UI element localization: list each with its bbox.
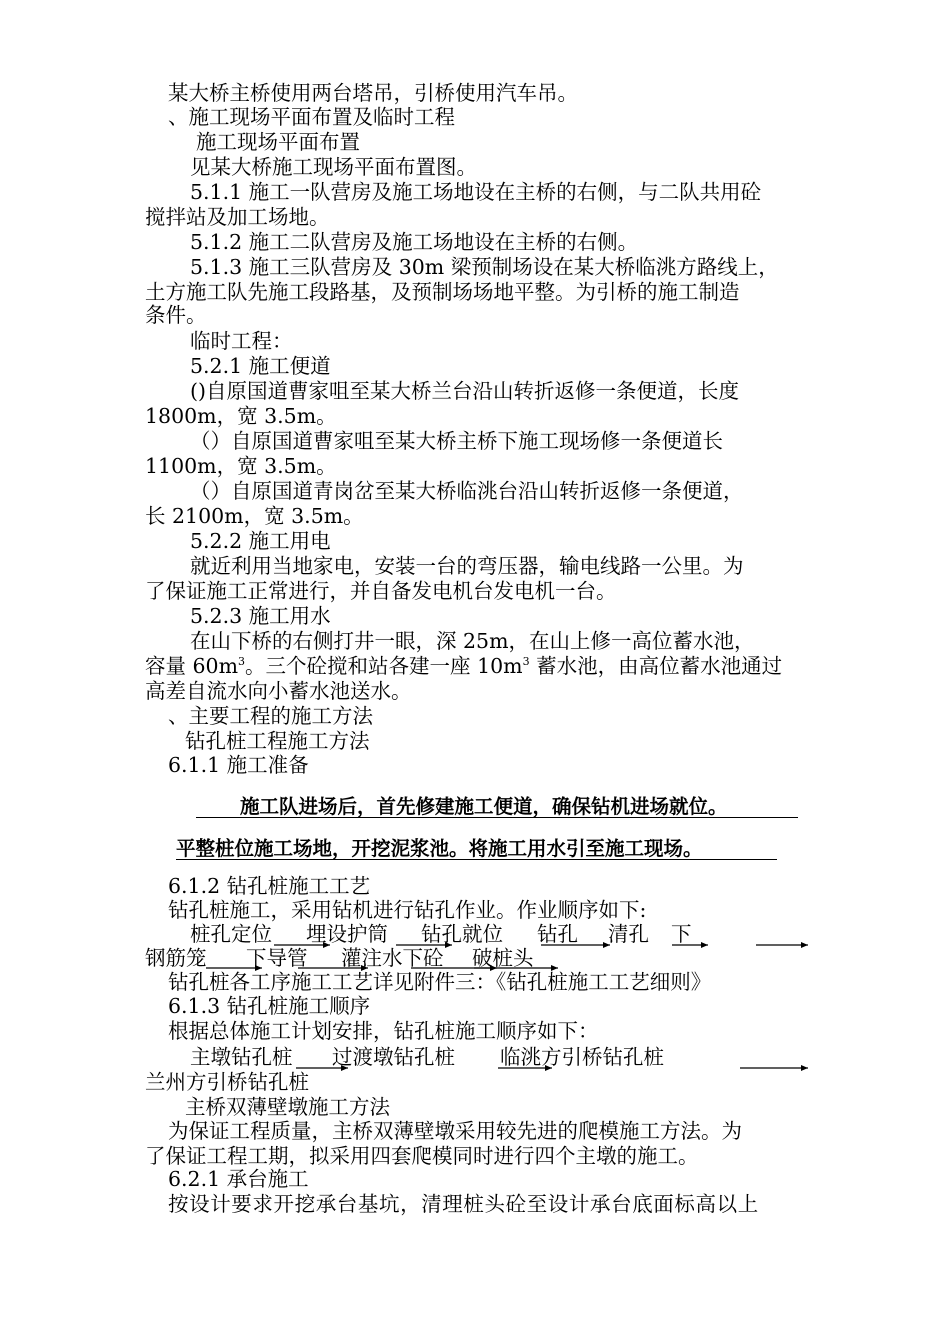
text-line: 按设计要求开挖承台基坑，清理桩头砼至设计承台底面标高以上 <box>168 1192 759 1216</box>
flow-step: 灌注水下砼 <box>341 946 444 970</box>
text-line: 6.1.3 钻孔桩施工顺序 <box>168 994 371 1018</box>
text-line: （）自原国道青岗岔至某大桥临洮台沿山转折返修一条便道， <box>190 479 744 503</box>
text-line: 长 2100m，宽 3.5m。 <box>145 504 364 528</box>
text-fragment: 容量 60m <box>145 654 239 678</box>
text-line: 5.2.2 施工用电 <box>190 529 331 553</box>
flow-step: 下 <box>671 922 692 946</box>
text-line: 5.2.3 施工用水 <box>190 604 331 628</box>
bold-underlined-line: 平整桩位施工场地，开挖泥浆池。将施工用水引至施工现场。 <box>176 837 703 860</box>
superscript: 3 <box>238 655 246 669</box>
flow-step: 钢筋笼 <box>145 946 207 970</box>
text-line: 高差自流水向小蓄水池送水。 <box>145 679 412 703</box>
subsection-heading: 主桥双薄壁墩施工方法 <box>185 1095 390 1119</box>
flow-step: 临洮方引桥钻孔桩 <box>500 1045 664 1069</box>
subsection-heading: 钻孔桩工程施工方法 <box>185 729 370 753</box>
text-line: 5.1.2 施工二队营房及施工场地设在主桥的右侧。 <box>190 230 639 254</box>
text-line: 钻孔桩施工，采用钻机进行钻孔作业。作业顺序如下: <box>168 898 647 922</box>
flow-step: 下导管 <box>246 946 308 970</box>
text-line: ()自原国道曹家咀至某大桥兰台沿山转折返修一条便道，长度 <box>190 379 739 403</box>
text-line: 5.2.1 施工便道 <box>190 354 331 378</box>
text-line: 1100m，宽 3.5m。 <box>145 454 337 478</box>
text-line: 1800m，宽 3.5m。 <box>145 404 337 428</box>
section-heading: 、主要工程的施工方法 <box>168 704 373 728</box>
subsection-heading: 临时工程： <box>190 329 293 353</box>
text-fragment: 。三个砼搅和站各建一座 10m <box>245 654 523 678</box>
text-line: 搅拌站及加工场地。 <box>145 205 330 229</box>
section-heading: 、施工现场平面布置及临时工程 <box>168 105 455 129</box>
text-line: 某大桥主桥使用两台塔吊，引桥使用汽车吊。 <box>168 81 578 105</box>
text-line: （）自原国道曹家咀至某大桥主桥下施工现场修一条便道长 <box>190 429 723 453</box>
subsection-heading: 施工现场平面布置 <box>196 130 360 154</box>
flow-step: 清孔 <box>608 922 649 946</box>
flow-step: 破桩头 <box>472 946 534 970</box>
text-line: 在山下桥的右侧打井一眼，深 25m，在山上修一高位蓄水池， <box>190 629 755 653</box>
text-line: 为保证工程质量，主桥双薄壁墩采用较先进的爬模施工方法。为 <box>168 1119 742 1143</box>
superscript: 3 <box>522 655 530 669</box>
flow-step: 桩孔定位 <box>190 922 272 946</box>
text-line: 条件。 <box>145 303 207 327</box>
text-line: 了保证工程工期，拟采用四套爬模同时进行四个主墩的施工。 <box>145 1144 699 1168</box>
text-line: 钻孔桩各工序施工工艺详见附件三：《钻孔桩施工工艺细则》 <box>168 970 712 994</box>
text-line: 5.1.1 施工一队营房及施工场地设在主桥的右侧，与二队共用砼 <box>190 180 762 204</box>
flow-step: 主墩钻孔桩 <box>190 1045 293 1069</box>
flow-step: 过渡墩钻孔桩 <box>332 1045 455 1069</box>
text-fragment: 蓄水池，由高位蓄水池通过 <box>529 654 783 678</box>
flow-step: 钻孔 <box>537 922 578 946</box>
text-line: 6.1.2 钻孔桩施工工艺 <box>168 874 371 898</box>
text-line: 就近利用当地家电，安装一台的弯压器，输电线路一公里。为 <box>190 554 744 578</box>
text-line: 根据总体施工计划安排，钻孔桩施工顺序如下： <box>168 1019 599 1043</box>
flow-step: 埋设护筒 <box>306 922 388 946</box>
flow-step: 兰州方引桥钻孔桩 <box>145 1070 309 1094</box>
text-line: 了保证施工正常进行，并自备发电机台发电机一台。 <box>145 579 617 603</box>
text-line: 土方施工队先施工段路基，及预制场场地平整。为引桥的施工制造 <box>145 280 740 304</box>
bold-underlined-line: 施工队进场后，首先修建施工便道，确保钻机进场就位。 <box>240 795 728 818</box>
text-line: 见某大桥施工现场平面布置图。 <box>190 155 477 179</box>
text-line: 6.1.1 施工准备 <box>168 753 309 777</box>
flow-step: 钻孔就位 <box>421 922 503 946</box>
text-line: 6.2.1 承台施工 <box>168 1167 309 1191</box>
text-line: 5.1.3 施工三队营房及 30m 梁预制场设在某大桥临洮方路线上， <box>190 255 779 279</box>
